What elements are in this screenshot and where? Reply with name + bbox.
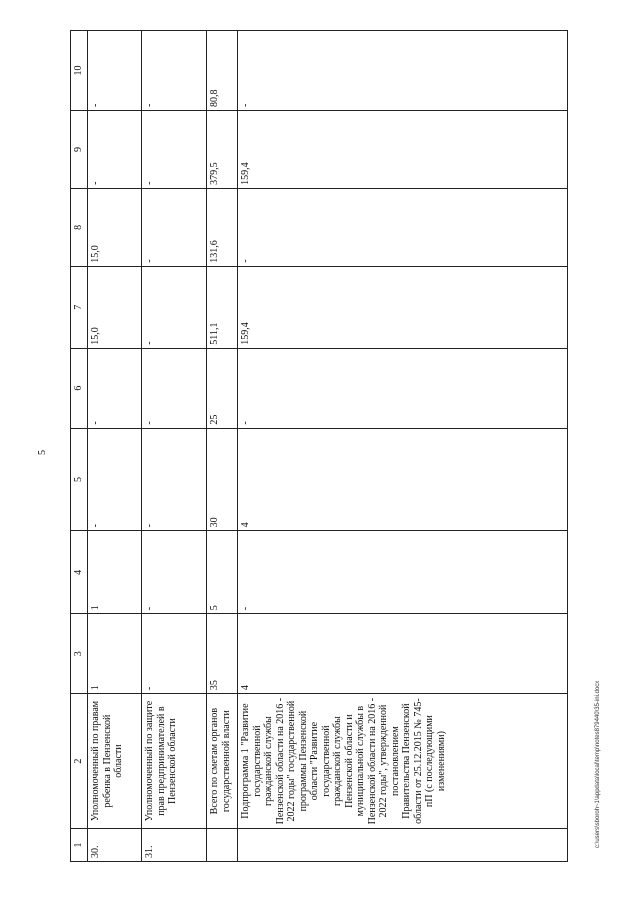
header-cell-9: 9 — [71, 110, 88, 188]
cell-col10: - — [88, 31, 142, 111]
budget-table-container — [70, 30, 590, 862]
cell-col5: 4 — [238, 428, 568, 531]
cell-col4: - — [238, 531, 568, 614]
header-cell-4: 4 — [71, 531, 88, 614]
row-number: 31. — [142, 829, 207, 862]
page-number: 5 — [37, 450, 48, 455]
header-cell-7: 7 — [71, 266, 88, 348]
cell-col8: 131,6 — [207, 188, 238, 266]
cell-col5: 30 — [207, 428, 238, 531]
cell-col3: 35 — [207, 614, 238, 694]
row-number: 30. — [88, 829, 142, 862]
cell-col8: 15,0 — [88, 188, 142, 266]
header-cell-6: 6 — [71, 348, 88, 428]
table-row — [142, 31, 207, 862]
header-cell-3: 3 — [71, 614, 88, 694]
cell-col7: - — [142, 266, 207, 348]
cell-col4: 5 — [207, 531, 238, 614]
cell-col3: 4 — [238, 614, 568, 694]
cell-col10: - — [238, 31, 568, 111]
table-row-total — [207, 31, 238, 862]
table-header-row — [71, 31, 88, 862]
cell-col6: 25 — [207, 348, 238, 428]
header-cell-5: 5 — [71, 428, 88, 531]
cell-col5: - — [142, 428, 207, 531]
table-row-subprogram — [238, 31, 568, 862]
header-cell-2: 2 — [71, 694, 88, 829]
cell-col8: - — [142, 188, 207, 266]
row-number — [207, 829, 238, 862]
row-name: Уполномоченный по защите прав предпринимателей в Пензенской области — [142, 694, 207, 829]
cell-col10: 80,8 — [207, 31, 238, 111]
row-name: Уполномоченный по правам ребенка в Пензенской области — [88, 694, 142, 829]
cell-col4: - — [142, 531, 207, 614]
cell-col7: 511,1 — [207, 266, 238, 348]
row-number — [238, 829, 568, 862]
cell-col3: - — [142, 614, 207, 694]
cell-col7: 15,0 — [88, 266, 142, 348]
cell-col10: - — [142, 31, 207, 111]
row-name: Подпрограмма 1 "Развитие государственной гражданской службы Пензенской области на 2016 - 2022 годы" государственной программы Пензенской области "Развитие государственной гражданской службы Пензенской области и муниципальной службы в Пензенской области на 2016 - 2022 годы", утвержденной постановлением Правительства Пензенской области от 25.12.2015 № 745-пП (с последующими изменениями) — [238, 694, 568, 829]
header-cell-8: 8 — [71, 188, 88, 266]
cell-col9: 159,4 — [238, 110, 568, 188]
cell-col9: 379,5 — [207, 110, 238, 188]
table-row — [88, 31, 142, 862]
cell-col5: - — [88, 428, 142, 531]
header-cell-1: 1 — [71, 829, 88, 862]
cell-col4: 1 — [88, 531, 142, 614]
cell-col6: - — [88, 348, 142, 428]
footer-file-path: c:\users\sboroh~1\appdata\local\temp\notes879440\35-ini.docx — [595, 680, 601, 848]
budget-table — [70, 30, 568, 862]
header-cell-10: 10 — [71, 31, 88, 111]
cell-col6: - — [142, 348, 207, 428]
cell-col9: - — [88, 110, 142, 188]
cell-col3: 1 — [88, 614, 142, 694]
cell-col7: 159,4 — [238, 266, 568, 348]
cell-col8: - — [238, 188, 568, 266]
row-name: Всего по сметам органов государственной власти — [207, 694, 238, 829]
cell-col9: - — [142, 110, 207, 188]
cell-col6: - — [238, 348, 568, 428]
